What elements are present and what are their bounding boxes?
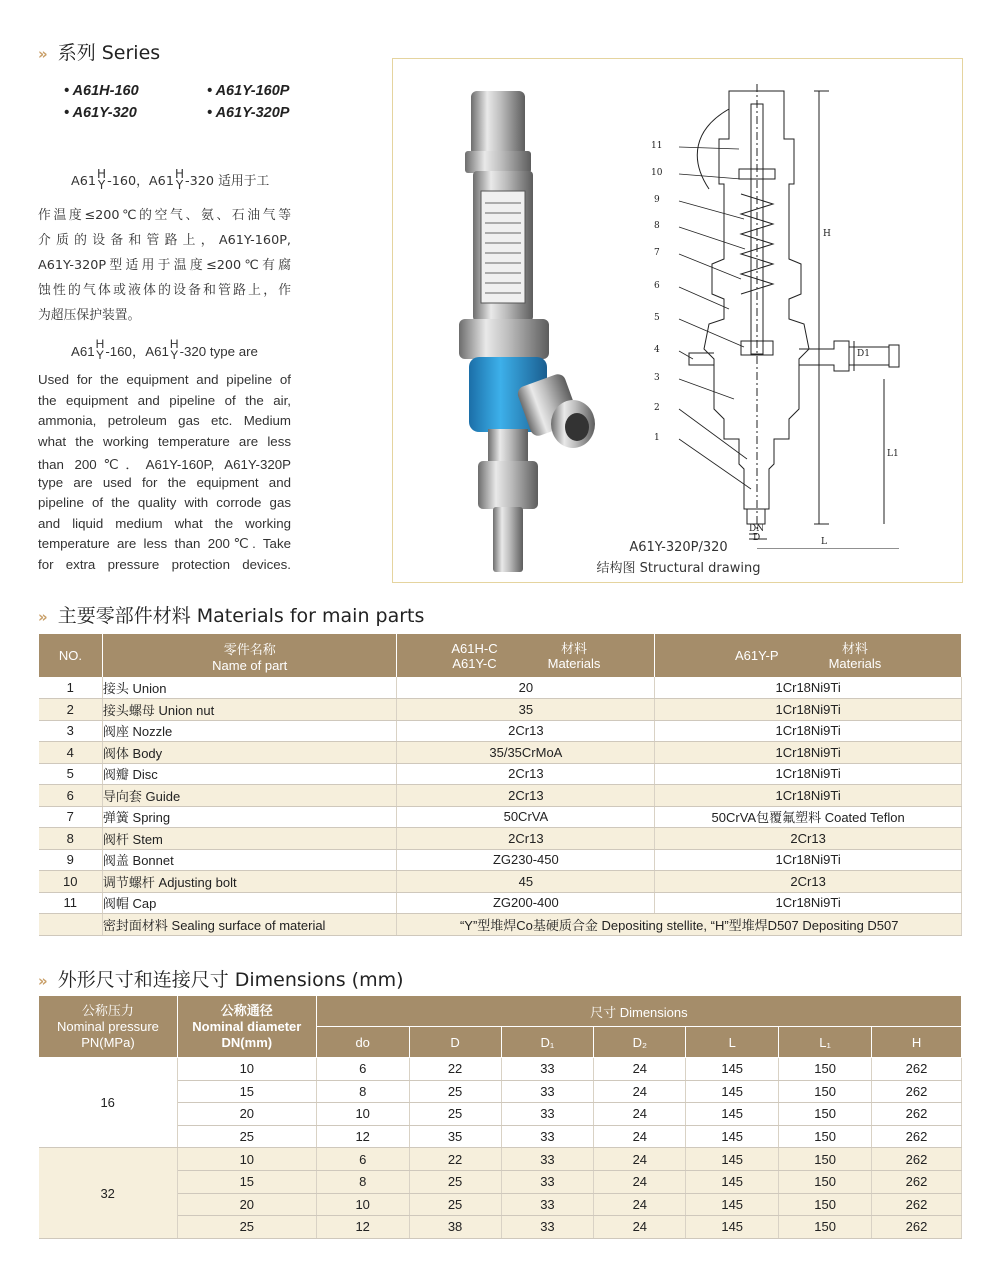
dimension-value-cell: 24 <box>594 1193 686 1216</box>
part-no-cell: 11 <box>39 892 103 914</box>
dimensions-table <box>38 995 962 1239</box>
paragraph-first-line <box>71 337 291 363</box>
dimension-col-header: do <box>316 1027 409 1058</box>
part-no-cell: 9 <box>39 849 103 871</box>
part-number: 3 <box>654 373 660 383</box>
part-number: 6 <box>654 281 660 291</box>
header-model: A61H-C <box>451 640 498 656</box>
dimension-value-cell: 22 <box>409 1148 501 1171</box>
header-c-materials <box>397 634 655 677</box>
dimension-value-cell: 8 <box>316 1170 409 1193</box>
materials-row <box>39 742 962 764</box>
sealing-row <box>39 914 962 936</box>
dimension-value-cell: 262 <box>872 1103 962 1126</box>
c-material-cell: 2Cr13 <box>397 763 655 785</box>
part-no-cell: 6 <box>39 785 103 807</box>
model-item: • A61Y-320 <box>64 105 137 121</box>
header-mat-cn: 材料 <box>560 640 587 656</box>
hy-stack <box>96 339 105 361</box>
c-material-cell: 2Cr13 <box>397 785 655 807</box>
dimension-col-header: D <box>409 1027 501 1058</box>
dimension-value-cell: 24 <box>594 1216 686 1239</box>
paragraph-line: and liquid medium what the working <box>38 515 291 531</box>
dimension-value-cell: 33 <box>501 1080 594 1103</box>
dimension-value-cell: 24 <box>594 1103 686 1126</box>
dimension-value-cell: 145 <box>686 1148 779 1171</box>
header-p-materials <box>655 634 962 677</box>
pressure-cell: 16 <box>39 1058 178 1148</box>
header-dn <box>177 996 316 1058</box>
dimension-value-cell: 8 <box>316 1080 409 1103</box>
dimension-value-cell: 33 <box>501 1103 594 1126</box>
part-no-cell: 3 <box>39 720 103 742</box>
p-material-cell: 1Cr18Ni9Ti <box>655 892 962 914</box>
dimension-label-h: H <box>823 229 831 239</box>
dimension-value-cell: 6 <box>316 1148 409 1171</box>
materials-row <box>39 677 962 699</box>
materials-title-text: 主要零部件材料 Materials for main parts <box>57 605 425 627</box>
part-number-labels <box>649 79 929 549</box>
dimension-value-cell: 150 <box>779 1103 872 1126</box>
hy-stack <box>170 339 179 361</box>
dimension-label-d: D <box>753 533 761 543</box>
part-number: 7 <box>654 248 660 258</box>
dimension-value-cell: 145 <box>686 1080 779 1103</box>
dimension-row <box>39 1216 962 1239</box>
dimension-label-d1: D1 <box>857 349 870 359</box>
paragraph-line: 作温度≤200℃的空气、氨、石油气等 <box>38 208 291 223</box>
paragraph-line: type are used for the equipment and <box>38 474 291 490</box>
dimension-value-cell: 262 <box>872 1080 962 1103</box>
part-name-cell: 阀座 Nozzle <box>102 720 397 742</box>
materials-row <box>39 699 962 721</box>
chevron-icon: » <box>38 972 48 990</box>
diameter-cell: 20 <box>177 1103 316 1126</box>
hy-stack <box>174 166 184 192</box>
p-material-cell: 2Cr13 <box>655 828 962 850</box>
diameter-cell: 10 <box>177 1148 316 1171</box>
series-title-text: 系列 Series <box>57 42 161 64</box>
dimension-value-cell: 262 <box>872 1216 962 1239</box>
model-item: • A61H-160 <box>64 83 139 99</box>
paragraph-first-line <box>71 166 291 193</box>
part-number: 5 <box>654 313 660 323</box>
c-material-cell: ZG200-400 <box>397 892 655 914</box>
p-material-cell: 50CrVA包覆氟塑料 Coated Teflon <box>655 806 962 828</box>
dimension-value-cell: 262 <box>872 1058 962 1081</box>
dimension-row <box>39 1125 962 1148</box>
part-no-cell: 5 <box>39 763 103 785</box>
dimension-value-cell: 145 <box>686 1216 779 1239</box>
p-material-cell: 1Cr18Ni9Ti <box>655 785 962 807</box>
p-material-cell: 1Cr18Ni9Ti <box>655 720 962 742</box>
y-letter: Y <box>97 177 106 192</box>
header-dn-cn: 公称通径 <box>220 1002 273 1018</box>
paragraph-line: for extra pressure protection devices. <box>38 556 291 572</box>
hy-stack <box>97 166 107 192</box>
dimension-value-cell: 150 <box>779 1170 872 1193</box>
dimension-value-cell: 150 <box>779 1148 872 1171</box>
dimension-value-cell: 145 <box>686 1170 779 1193</box>
part-no-cell: 1 <box>39 677 103 699</box>
p-material-cell: 1Cr18Ni9Ti <box>655 677 962 699</box>
dimension-col-header: H <box>872 1027 962 1058</box>
part-name-cell: 接头螺母 Union nut <box>102 699 397 721</box>
dimension-value-cell: 262 <box>872 1170 962 1193</box>
part-no-cell: 4 <box>39 742 103 764</box>
c-material-cell: 2Cr13 <box>397 828 655 850</box>
c-material-cell: 35/35CrMoA <box>397 742 655 764</box>
dimension-value-cell: 25 <box>409 1103 501 1126</box>
paragraph-line: 介质的设备和管路上，A61Y-160P, <box>38 233 291 248</box>
diameter-cell: 25 <box>177 1216 316 1239</box>
part-name-cell: 阀瓣 Disc <box>102 763 397 785</box>
text-fragment: -160，A61 <box>107 174 174 189</box>
dimension-value-cell: 24 <box>594 1148 686 1171</box>
dimension-col-header: D₂ <box>594 1027 686 1058</box>
text-fragment: A61 <box>71 344 95 359</box>
header-pn <box>39 996 178 1058</box>
drawing-caption: 结构图 Structural drawing <box>596 561 761 576</box>
paragraph-line: 为超压保护装置。 <box>38 308 141 323</box>
part-no-cell: 7 <box>39 806 103 828</box>
diameter-cell: 15 <box>177 1170 316 1193</box>
dimension-col-header: L₁ <box>779 1027 872 1058</box>
dimension-value-cell: 262 <box>872 1193 962 1216</box>
y-letter: Y <box>170 348 179 363</box>
part-no-cell: 10 <box>39 871 103 893</box>
header-dimensions: 尺寸 Dimensions <box>316 996 961 1027</box>
part-name-cell: 阀盖 Bonnet <box>102 849 397 871</box>
drawing-panel <box>392 58 963 583</box>
text-fragment: A61 <box>71 174 97 189</box>
h-letter: H <box>174 166 184 181</box>
dimension-value-cell: 33 <box>501 1193 594 1216</box>
part-number: 4 <box>654 345 660 355</box>
paragraph-line: A61Y-320P型适用于温度≤200℃有腐 <box>38 258 291 273</box>
dimension-value-cell: 150 <box>779 1058 872 1081</box>
part-no-cell: 2 <box>39 699 103 721</box>
pressure-cell: 32 <box>39 1148 178 1238</box>
paragraph-line: than 200℃．A61Y-160P, A61Y-320P <box>38 457 291 472</box>
header-name-en: Name of part <box>212 657 288 673</box>
part-name-cell: 调节螺杆 Adjusting bolt <box>102 871 397 893</box>
paragraph-line: ammonia, petroleum gas etc. Medium <box>38 413 291 428</box>
dimension-row <box>39 1148 962 1171</box>
sealing-no-cell <box>39 914 103 936</box>
materials-row <box>39 785 962 807</box>
series-description-cn <box>38 166 291 326</box>
y-letter: Y <box>96 348 105 363</box>
dimension-value-cell: 145 <box>686 1193 779 1216</box>
materials-row <box>39 849 962 871</box>
materials-row <box>39 892 962 914</box>
section-title-dimensions <box>38 965 404 992</box>
sealing-name-cell: 密封面材料 Sealing surface of material <box>102 914 397 936</box>
dimensions-title-text: 外形尺寸和连接尺寸 Dimensions (mm) <box>57 969 404 991</box>
paragraph-line: Used for the equipment and pipeline of <box>38 372 291 387</box>
dimension-row <box>39 1103 962 1126</box>
dimension-row <box>39 1080 962 1103</box>
diameter-cell: 10 <box>177 1058 316 1081</box>
part-name-cell: 弹簧 Spring <box>102 806 397 828</box>
model-item: • A61Y-160P <box>207 83 290 99</box>
dimension-value-cell: 10 <box>316 1193 409 1216</box>
materials-header-row <box>39 634 962 677</box>
dimension-value-cell: 10 <box>316 1103 409 1126</box>
chevron-icon: » <box>38 45 48 63</box>
h-letter: H <box>97 166 107 181</box>
dimension-value-cell: 145 <box>686 1125 779 1148</box>
c-material-cell: 50CrVA <box>397 806 655 828</box>
part-number: 11 <box>651 141 663 151</box>
dimension-row <box>39 1058 962 1081</box>
part-number: 8 <box>654 221 660 231</box>
p-material-cell: 1Cr18Ni9Ti <box>655 742 962 764</box>
part-no-cell: 8 <box>39 828 103 850</box>
c-material-cell: 2Cr13 <box>397 720 655 742</box>
dimension-value-cell: 150 <box>779 1193 872 1216</box>
dimension-value-cell: 145 <box>686 1103 779 1126</box>
materials-row <box>39 806 962 828</box>
dimension-value-cell: 38 <box>409 1216 501 1239</box>
paragraph-line: pipeline of the quality with corrode gas <box>38 495 291 510</box>
p-material-cell: 1Cr18Ni9Ti <box>655 763 962 785</box>
part-number: 9 <box>654 195 660 205</box>
dimension-value-cell: 25 <box>409 1080 501 1103</box>
dimension-value-cell: 35 <box>409 1125 501 1148</box>
text-fragment: -320 适用于工 <box>185 174 270 189</box>
dimension-value-cell: 12 <box>316 1125 409 1148</box>
part-number: 2 <box>654 403 660 413</box>
section-title-series <box>38 38 160 65</box>
valve-photo-illustration <box>413 79 673 579</box>
sealing-value-cell: “Y”型堆焊Co基硬质合金 Depositing stellite, “H”型堆焊D507 Depositing D507 <box>397 914 962 936</box>
h-letter: H <box>169 337 179 352</box>
header-mat-en: Materials <box>828 655 882 671</box>
dimensions-header-row <box>39 996 962 1027</box>
materials-row <box>39 763 962 785</box>
drawing-model-label: A61Y-320P/320 <box>629 540 728 555</box>
p-material-cell: 1Cr18Ni9Ti <box>655 699 962 721</box>
c-material-cell: 20 <box>397 677 655 699</box>
dimension-row <box>39 1170 962 1193</box>
dimension-value-cell: 33 <box>501 1058 594 1081</box>
dimension-value-cell: 262 <box>872 1148 962 1171</box>
diameter-cell: 25 <box>177 1125 316 1148</box>
dimension-col-header: D₁ <box>501 1027 594 1058</box>
header-model: A61Y-C <box>452 655 497 671</box>
dimension-value-cell: 22 <box>409 1058 501 1081</box>
dimension-value-cell: 150 <box>779 1216 872 1239</box>
header-pn-en: Nominal pressure <box>57 1018 159 1034</box>
series-description-en <box>38 337 291 577</box>
materials-row <box>39 720 962 742</box>
materials-table <box>38 634 962 936</box>
dimension-label-dn: DN <box>749 524 765 534</box>
dimension-value-cell: 25 <box>409 1170 501 1193</box>
dimension-value-cell: 6 <box>316 1058 409 1081</box>
dimension-value-cell: 24 <box>594 1058 686 1081</box>
part-number: 10 <box>651 168 663 178</box>
header-pn-unit: PN(MPa) <box>81 1034 135 1050</box>
paragraph-line: 蚀性的气体或液体的设备和管路上，作 <box>38 283 291 298</box>
paragraph-line: what the working temperature are less <box>38 433 291 449</box>
part-name-cell: 阀帽 Cap <box>102 892 397 914</box>
dimension-col-header: L <box>686 1027 779 1058</box>
header-name <box>102 634 397 677</box>
dimension-value-cell: 33 <box>501 1170 594 1193</box>
dimension-value-cell: 150 <box>779 1080 872 1103</box>
text-fragment: -320 type are <box>179 344 258 359</box>
paragraph-line: the equipment and pipeline of the air, <box>38 392 291 408</box>
section-title-materials <box>38 601 424 628</box>
header-mat-cn: 材料 <box>841 640 868 656</box>
dimension-value-cell: 24 <box>594 1170 686 1193</box>
header-model: A61Y-P <box>734 648 779 663</box>
materials-row <box>39 871 962 893</box>
part-name-cell: 阀杆 Stem <box>102 828 397 850</box>
c-material-cell: ZG230-450 <box>397 849 655 871</box>
y-letter: Y <box>175 177 184 192</box>
dimension-value-cell: 262 <box>872 1125 962 1148</box>
dimension-label-l1: L1 <box>887 449 899 459</box>
header-pn-cn: 公称压力 <box>81 1002 134 1018</box>
dimension-value-cell: 12 <box>316 1216 409 1239</box>
materials-row <box>39 828 962 850</box>
dimension-value-cell: 33 <box>501 1148 594 1171</box>
dimension-value-cell: 33 <box>501 1216 594 1239</box>
paragraph-line: temperature are less than 200℃. Take <box>38 536 291 551</box>
dimension-value-cell: 24 <box>594 1080 686 1103</box>
dimension-value-cell: 25 <box>409 1193 501 1216</box>
c-material-cell: 35 <box>397 699 655 721</box>
dimension-row <box>39 1193 962 1216</box>
header-dn-unit: DN(mm) <box>221 1034 273 1050</box>
header-no: NO. <box>39 634 103 677</box>
diameter-cell: 15 <box>177 1080 316 1103</box>
model-item: • A61Y-320P <box>207 105 290 121</box>
part-number: 1 <box>654 433 660 443</box>
text-fragment: -160，A61 <box>105 344 169 359</box>
h-letter: H <box>95 337 105 352</box>
dimension-label-l: L <box>821 537 827 547</box>
chevron-icon: » <box>38 608 48 626</box>
dimension-value-cell: 24 <box>594 1125 686 1148</box>
p-material-cell: 1Cr18Ni9Ti <box>655 849 962 871</box>
header-dn-en: Nominal diameter <box>192 1018 302 1034</box>
diameter-cell: 20 <box>177 1193 316 1216</box>
header-name-cn: 零件名称 <box>223 641 276 657</box>
part-name-cell: 导向套 Guide <box>102 785 397 807</box>
c-material-cell: 45 <box>397 871 655 893</box>
part-name-cell: 阀体 Body <box>102 742 397 764</box>
dimension-value-cell: 33 <box>501 1125 594 1148</box>
dimension-value-cell: 145 <box>686 1058 779 1081</box>
header-mat-en: Materials <box>547 655 601 671</box>
dimension-value-cell: 150 <box>779 1125 872 1148</box>
part-name-cell: 接头 Union <box>102 677 397 699</box>
p-material-cell: 2Cr13 <box>655 871 962 893</box>
